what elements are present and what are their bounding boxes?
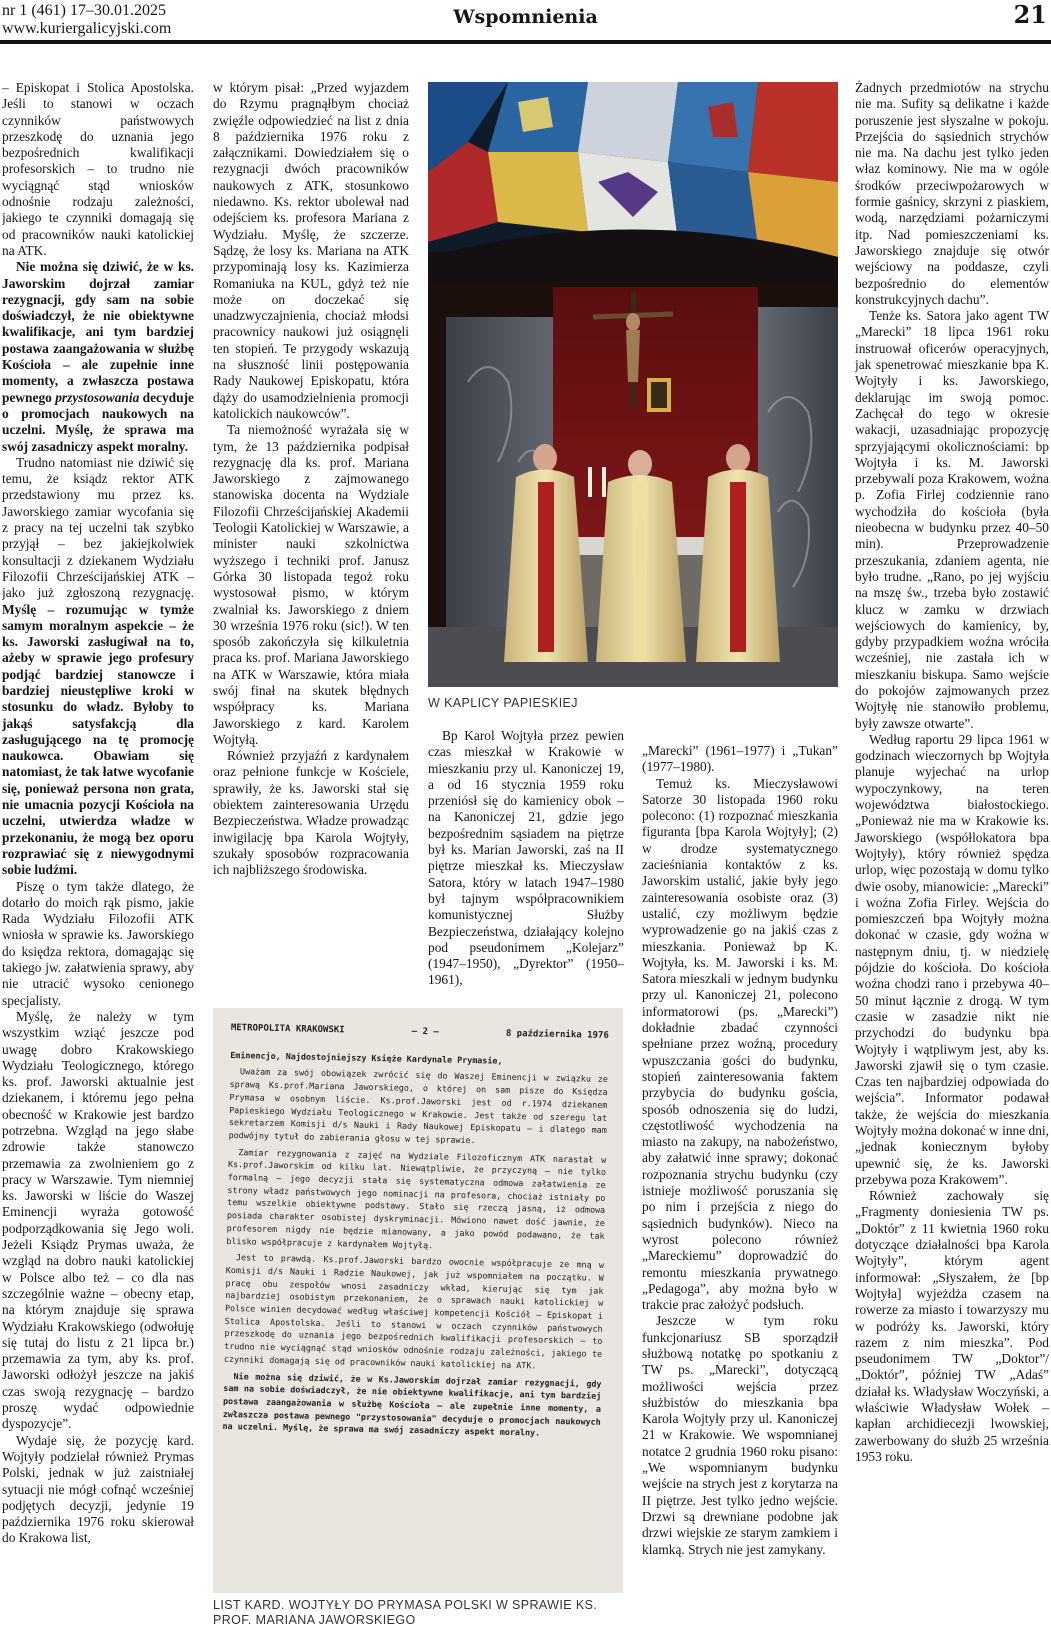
letter-paragraph: Uważam za swój obowiązek zwrócić się do Waszej Eminencji w związku ze sprawą Ks.prof.Mariana Jaworskiego, o której on sam pisze do Księdza Prymasa w osobnym liście. Ks.prof.Jaworski jest od r.1974 dziekanem Papieskiego Wydziału Teologicznego w Krakowie. Jest także od szeregu lat sekretarzem Komisji d/s Nauki i Rady Naukowej Episkopatu – i dlatego mam podwójny tytuł do zabierania głosu w tej sprawie. — [228, 1066, 608, 1146]
issue-number: nr 1 (461) 17–30.01.2025 — [2, 2, 166, 19]
paragraph: Jeszcze w tym roku funkcjonariusz SB sporządził służbową notatkę po spotkaniu z TW ps. „Marecki”, dotyczącą możliwości wejścia przez służbistów do mieszkania bpa Karola Wojtyły przy ul. Kanoniczej 21 w Krakowie. We wspomnianej notatce 2 grudnia 1960 roku pisano: „We wspomnianym budynku wejście na strych jest z korytarza na II piętrze. Jest tylko jedno wejście. Drzwi są drewniane podobne jak drzwi wiejskie ze starym zamkiem i klamką. Strych nie jest zamykany. — [642, 1313, 838, 1557]
chapel-photo-image — [428, 82, 838, 687]
paragraph: Również zachowały się „Fragmenty doniesienia TW ps. „Doktór” z 11 kwietnia 1960 roku dotyczące działalności bpa Karola Wojtyły”, którym agent informował: „Słyszałem, że [bp Wojtyła] wyjeżdża czasem na rowerze za miasto i towarzyszy mu w podróży ks. Jaworski, który razem z nim mieszka”. Pod pseudonimem TW „Doktor”/„Doktór”, później TW „Adaś” działał ks. Władysław Woczyński, a właściwie Władysław Wołek – kapłan archidiecezji lwowskiej, zawerbowany do służb 25 września 1953 roku. — [855, 1188, 1049, 1464]
paragraph: Według raportu 29 lipca 1961 w godzinach wieczornych bp Wojtyła planuje wyjechać na urlop wypoczynkowy, na teren województwa białostockiego. „Ponieważ nie ma w Krakowie ks. Jaworskiego (współlokatora bpa Wojtyły), który również spędza urlop, więc pozostają w domu tylko dwie osoby, mianowicie: „Marecki” i woźna Zofia Firley. Wejścia do pomieszczeń bpa Wojtyły można dokonać w czasie, gdy woźna w następnym dniu, tj. w niedzielę pójdzie do kościoła. Do kościoła woźna chodzi rano i przebywa 40–50 minut łącznie z drogą. W tym czasie w zasadzie nikt nie przychodzi do budynku bpa Wojtyły i wątpliwym jest, aby ks. Jaworski zjawił się o tym czasie. Czas ten najbardziej odpowiada do wejścia”. Informator podawał także, że wejścia do mieszkania Wojtyły można dokonać w inne dni, „jednak koniecznym byłoby upewnić się, że ks. Jaworski przebywa poza Krakowem”. — [855, 731, 1049, 1187]
letter-header — [231, 1022, 609, 1043]
letter-paragraph: Zamiar rezygnowania z zajęć na Wydziale Filozoficznym ATK narastał w Ks.prof.Jaworskim od kilku lat. Niewątpliwie, że przyczyną – nie tylko formalną – jego decyzji stała się systematyczna odmowa załatwienia ze strony władz państwowych jego nominacji na profesora, chociaż istniały po temu wszelkie obiektywne podstawy. Stało się rzeczą jasną, iż odmowa posiada charakter osobistej dyskryminacji. Mówiono nawet dość jawnie, że profesorem nigdy nie będzie mianowany, a jako powód podawano, że tak blisko współpracuje z kardynałem Wojtyłą. — [226, 1146, 607, 1250]
paragraph: w którym pisał: „Przed wyjazdem do Rzymu pragnąłbym chociaż zwięźle odpowiedzieć na list z dnia 8 października 1976 roku z załącznikami. Dowiedziałem się o rezygnacji dwóch pracowników naukowych z ATK, stosunkowo niedawno. Ks. rektor ubolewał nad odejściem ks. profesora Mariana z Wydziału. Myślę, że szczerze. Sądzę, że losy ks. Mariana na ATK przypominają losy ks. Kazimierza Romaniuka na KUL, gdyż też nie może on doczekać się unadzwyczajnienia, chociaż młodsi pracownicy naukowi już osiągnęli ten stopień. Te przygody wskazują na słuszność linii postępowania Rady Naukowej Episkopatu, która dąży do usamodzielnienia promocji katolickich naukowców”. — [213, 80, 409, 421]
letter-salutation: Eminencjo, Najdostojniejszy Księże Kardynale Prymasie, — [230, 1049, 503, 1066]
paragraph: Myślę, że należy w tym wszystkim wziąć jeszcze pod uwagę dobro Krakowskiego Wydziału Teologicznego, którego ks. prof. Jaworski aktualnie jest dziekanem, i któremu jego pełna obecność w Krakowie jest bardzo potrzebna. Wzgląd na jego słabe zdrowie także stanowczo przemawia za zwolnieniem go z pracy w Warszawie. Tym niemniej ks. Jaworski w liście do Waszej Eminencji wyraża gotowość podporządkowania się Jego woli. Jeżeli Ksiądz Prymas uważa, że wzgląd na dobro nauki katolickiej w Polsce albo też – co dla nas szczególnie ważne – obecny etap, na którym znajduje się sprawa Wydziału Krakowskiego (odwołuję się tutaj do listu z 21 lipca br.) przemawia za tym, aby ks. prof. Jaworski odłożył jeszcze na jakiś czas swoją rezygnację – bardzo proszę wydać odpowiednie dyspozycje”. — [2, 1008, 194, 1432]
article-column-3 — [428, 728, 624, 996]
paragraph: Temuż ks. Mieczysławowi Satorze 30 listopada 1960 roku polecono: (1) rozpoznać mieszkania figuranta [bpa Karola Wojtyły]; (2) w drodze systematycznego zacieśniania kontaktów z ks. Jaworskim ustalić, jakie były jego zainteresowania osobiste oraz (3) ustalić, czy możliwym będzie wyprowadzenie go na jakiś czas z mieszkania. Ponieważ bp K. Wojtyła, ks. M. Jaworski i ks. M. Satora mieszkali w jednym budynku przy ul. Kanoniczej 21, polecono informatorowi (ps. „Marecki”) dokładnie zbadać czynności spełniane przez woźną, procedury wpuszczania gości do budynku, stopień zainteresowania faktem przybycia do budynku gościa, sposób odnoszenia się do ludzi, częstotliwość wychodzenia na miasto na zakupy, na nabożeństwo, aby załatwić inne sprawy; dokonać rozpoznania strychu budynku (czy istnieje możliwość poruszania się po nim i przejścia z niego do sąsiednich budynków). Nieco na wyrost polecono również „Mareckiemu” doprowadzić do remontu mieszkania prywatnego „Pedagoga”, aby można było w trakcie prac założyć podsłuch. — [642, 775, 838, 1313]
letter-text — [222, 1022, 609, 1441]
letter-paragraph: Jest to prawdą. Ks.prof.Jaworski bardzo owocnie współpracuje ze mną w Komisji d/s Nauki i Radzie Naukowej, jak już wspomniałem na początku. W pracę obu zespołów wnosi zasadniczy wkład, kierując się tym jak najbardziej osobistym przekonaniem, że o sprawach nauki katolickiej w Polsce winien decydować według właściwej kompetencji Kościół – Episkopat i Stolica Apostolska. Jeśli to stanowi w oczach czynników państwowych przeszkodę do uznania jego bezpośrednich kwalifikacji profesorskich – to trudno nie wyciągnąć stąd wniosków odnośnie rodzaju zależności, jakiego te czynniki domagają się od pracowników nauki katolickiej na ATK. — [223, 1252, 605, 1371]
site-url[interactable]: www.kuriergalicyjski.com — [2, 20, 172, 37]
paragraph: Wydaje się, że pozycję kard. Wojtyły podzielał również Prymas Polski, jednak w już zaistniałej sytuacji nie mógł cofnąć wcześniej podjętych decyzji, jedynie 19 października 1976 roku skierował do Krakowa list, — [2, 1432, 194, 1546]
paragraph: Bp Karol Wojtyła przez pewien czas mieszkał w Krakowie w mieszkaniu przy ul. Kanoniczej 19, a od 16 stycznia 1959 roku przeniósł się do kamienicy obok – na Kanoniczej 21, gdzie jego bezpośrednim sąsiadem na piętrze był ks. Marian Jaworski, zaś na II piętrze mieszkał ks. Mieczysław Satora, który w latach 1947–1980 był tajnym współpracownikiem komunistycznej Służby Bezpieczeństwa, działający kolejno pod pseudonimem „Kolejarz” (1947–1950), „Dyrektor” (1950–1961), — [428, 728, 624, 988]
letter-page-marker: – 2 – — [411, 1026, 439, 1038]
bold-text: Nie można się dziwić, że w ks. Jaworskim dojrzał zamiar rezygnacji, gdy sam na sobie doświadczył, że nie obiektywne kwalifikacje, ani tym bardziej postawa zaangażowania w służbę Kościoła – ale zupełnie inne momenty, a zwłaszcza postawa pewnego — [2, 259, 194, 405]
letter-facsimile — [213, 1008, 623, 1593]
paragraph: Piszę o tym także dlatego, że dotarło do moich rąk pismo, jakie Rada Wydziału Filozofii ATK wniosła w sprawie ks. Jaworskiego do księdza rektora, domagając się takiego jw. załatwienia sprawy, aby nie utracić wysoko cenionego specjalisty. — [2, 878, 194, 1008]
paragraph-bold — [2, 259, 194, 455]
letter-caption: LIST KARD. WOJTYŁY DO PRYMASA POLSKI W SPRAWIE KS. PROF. MARIANA JAWORSKIEGO — [213, 1598, 598, 1627]
paragraph — [2, 455, 194, 879]
paragraph: „Marecki” (1961–1977) i „Tukan” (1977–1980). — [642, 743, 838, 775]
bold-text: Myślę – rozumując w tymże samym moralnym aspekcie – że ks. Jaworski zasługiwał na to, ażeby w sprawie jego profesury podjąć bardziej stanowcze i bardziej nieustępliwe kroki w stosunku do władz. Byłoby to jakąś satysfakcją dla zasługującego na tę promocję naukowca. Obawiam się natomiast, że tak łatwe wycofanie się, ponieważ persona non grata, nie umacnia pozycji Kościoła na uczelni, utwierdza władze w przekonaniu, że mogą bez oporu rozprawiać się z niewygodnymi sobie ludźmi. — [2, 601, 194, 878]
italic-text: przystosowania — [55, 389, 140, 405]
article-column-5 — [855, 80, 1049, 1632]
letter-date: 8 października 1976 — [505, 1028, 609, 1041]
article-column-2 — [213, 80, 409, 1002]
paragraph: Również przyjaźń z kardynałem oraz pełnione funkcje w Kościele, sprawiły, że ks. Jaworski stał się obiektem zainteresowania Urzędu Bezpieczeństwa. Władze prowadząc inwigilację bpa Karola Wojtyły, szukały sposobów rozpracowania ich najbliższego środowiska. — [213, 748, 409, 878]
text: Trudno natomiast nie dziwić się temu, że ksiądz rektor ATK przedstawiony mu przez ks. Jaworskiego zamiar wycofania się z pracy na tej uczelni tak szybko przyjął – bez jakiejkolwiek konsultacji z dziekanem Wydziału Filozofii Chrześcijańskiej ATK – jako już zgłoszoną rezygnację. — [2, 454, 194, 601]
bold-text: decyduje o promocjach naukowych na uczelni. Myślę, że sprawa ma swój zasadniczy aspekt moralny. — [2, 389, 194, 454]
paragraph: Tenże ks. Satora jako agent TW „Marecki” 18 lipca 1961 roku instruował oficerów operacyjnych, jak spenetrować mieszkanie bpa K. Wojtyły i ks. Jaworskiego, deklarując im swoją pomoc. Zachęcał do tego w okresie wakacji, uzasadniając propozycję sprzyjającymi okolicznościami: bp Wojtyła i ks. M. Jaworski przebywali poza Krakowem, woźna p. Zofia Firlej codziennie rano wychodziła do kościoła (była nieobecna w budynku przez 40–50 min). Przeprowadzenie przeszukania, zdaniem agenta, nie było trudne. „Rano, po jej wyjściu na mszę św., trzeba było zostawić klucz w zamku w drzwiach wejściowych do kamienicy, by, gdyby przypadkiem woźna wróciła wcześniej, nie zastała ich w mieszkaniu biskupa. Samo wejście do pokojów zajmowanych przez Wojtyłę nie stanowiło problemu, były zawsze otwarte”. — [855, 308, 1049, 731]
section-title: Wspomnienia — [453, 6, 598, 28]
article-column-1 — [2, 80, 194, 1632]
letter-paragraph-bold: Nie można się dziwić, że w Ks.Jaworskim dojrzał zamiar rezygnacji, gdy sam na sobie doświadczył, że nie obiektywne kwalifikacje, ani tym bardziej postawa zaangażowania w służbę Kościoła – ale zupełnie inne momenty, a zwłaszcza postawa pewnego "przystosowania" decyduje o promocjach naukowych na uczelni. Myślę, że sprawa ma swój zasadniczy aspekt moralny. — [222, 1370, 602, 1438]
paragraph: – Episkopat i Stolica Apostolska. Jeśli to stanowi w oczach czynników państwowych przeszkodę do uznania jego bezpośrednich kwalifikacji profesorskich – to trudno nie wyciągnąć stąd wniosków odnośnie rodzaju zależności, jakiego te czynniki domagają się od pracowników nauki katolickiej na ATK. — [2, 80, 194, 258]
photo-caption: W KAPLICY PAPIESKIEJ — [428, 696, 578, 710]
paragraph: Ta niemożność wyrażała się w tym, że 13 października podpisał rezygnację dla ks. prof. Mariana Jaworskiego z zajmowanego stanowiska docenta na Wydziale Filozofii Chrześcijańskiej Akademii Teologii Katolickiej w Warszawie, a minister nauki szkolnictwa wyższego i techniki prof. Janusz Górka 30 listopada tegoż roku wystosował pismo, w którym zwalniał ks. Jaworskiego z dniem 30 września 1976 roku (sic!). W ten sposób zakończyła się kilkuletnia praca ks. prof. Mariana Jaworskiego na ATK w Warszawie, która miała swój finał na skutek błędnych współpracy ks. Mariana Jaworskiego z kard. Karolem Wojtyłą. — [213, 422, 409, 747]
page-number: 21 — [1013, 0, 1047, 29]
letterhead: METROPOLITA KRAKOWSKI — [230, 1022, 345, 1036]
paragraph: Żadnych przedmiotów na strychu nie ma. Sufity są delikatne i każde poruszenie jest słyszalne w pokoju. Przejścia do sąsiednich strychów nie ma. Na dachu jest tylko jeden właz kominowy. Nie ma w ogóle środków przeciwpożarowych w formie gaśnicy, skrzyni z piaskiem, wodą, narzędziami pożarniczymi itp. Nad pomieszczeniami ks. Jaworskiego znajduje się otwór wejściowy na poddasze, czyli bezpośrednio do elementów konstrukcyjnych dachu”. — [855, 80, 1049, 307]
chapel-photo — [428, 82, 838, 687]
article-column-4 — [642, 743, 838, 1633]
masthead — [0, 0, 1051, 44]
